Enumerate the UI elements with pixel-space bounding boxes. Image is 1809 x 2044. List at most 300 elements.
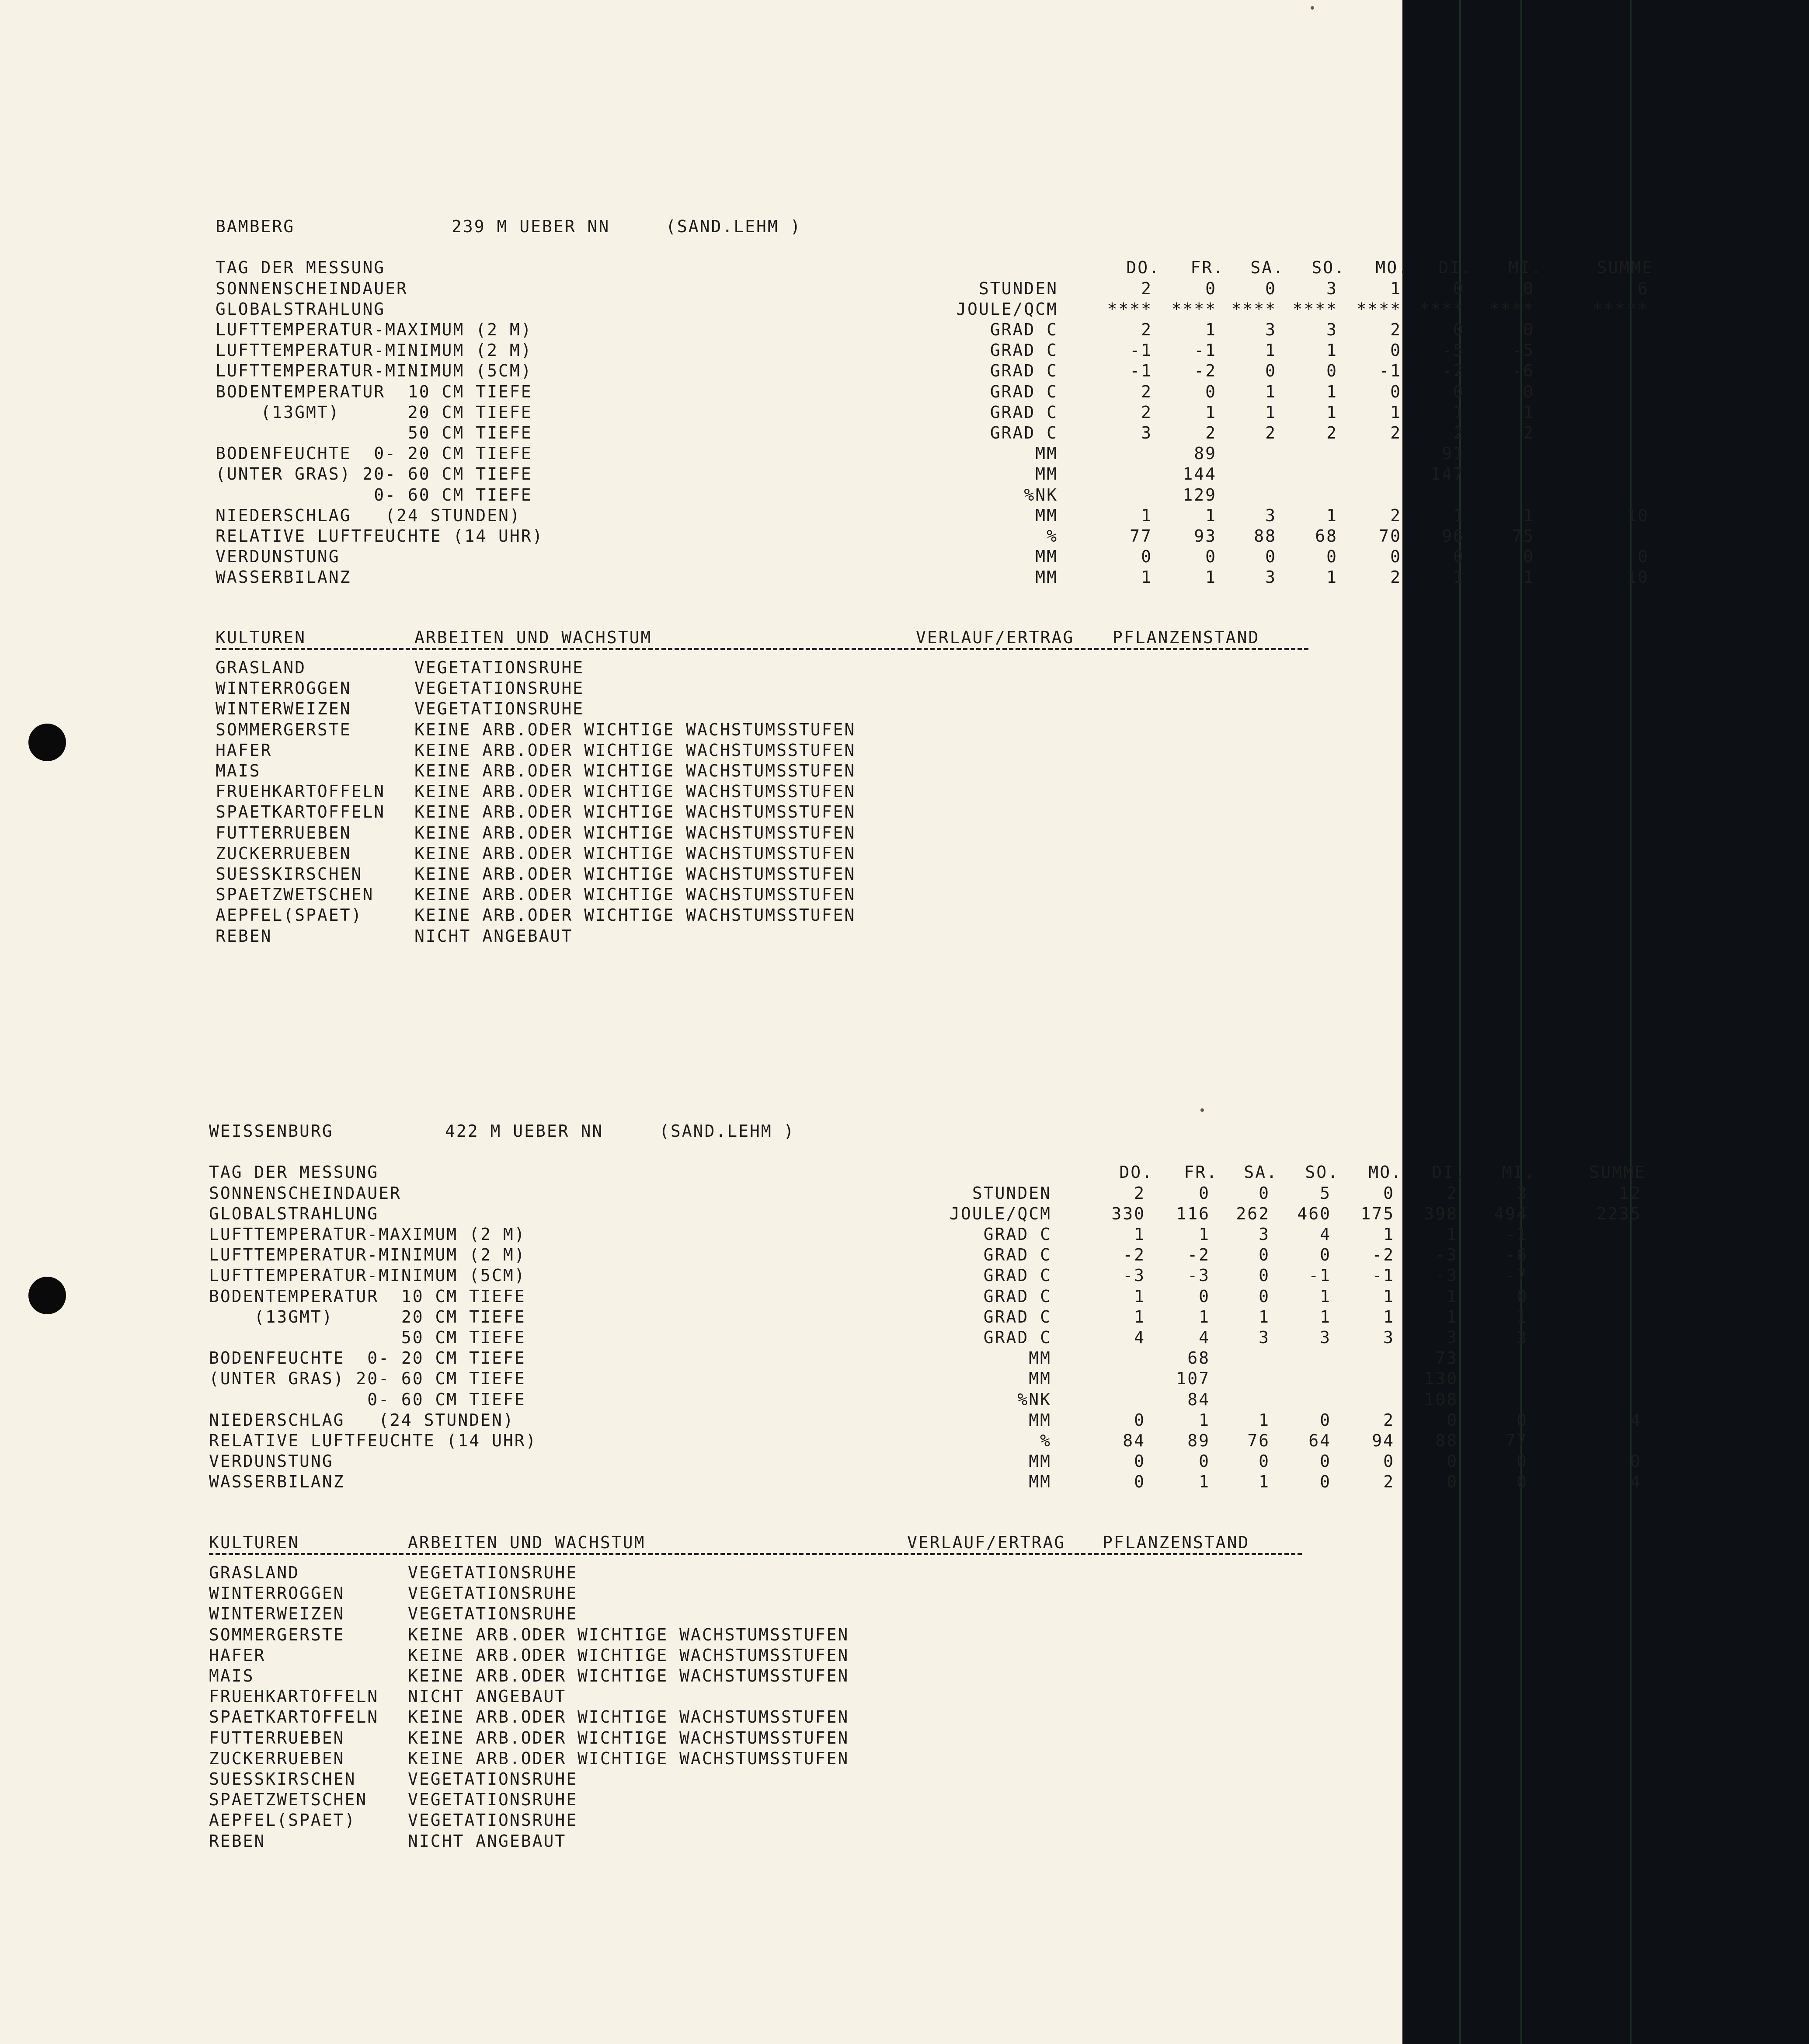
table-cell: 5: [1320, 1183, 1331, 1203]
table-cell: 68: [1187, 1348, 1210, 1368]
table-cell: 0: [1134, 1452, 1145, 1471]
table-cell: -5: [1512, 341, 1534, 360]
station-name: WEISSENBURG: [209, 1121, 334, 1141]
table-cell: 1: [1259, 1307, 1270, 1327]
row-unit: GRAD C: [990, 402, 1058, 422]
row-unit: MM: [1035, 547, 1058, 567]
crop-name: SUESSKIRSCHEN: [216, 864, 363, 884]
row-sum: 12: [1619, 1183, 1642, 1203]
table-cell: -1: [1130, 361, 1152, 381]
table-cell: -2: [1194, 361, 1217, 381]
column-header-label: TAG DER MESSUNG: [216, 258, 386, 278]
table-cell: 4: [1199, 1328, 1210, 1347]
row-label: 50 CM TIEFE: [216, 423, 532, 442]
row-label: 50 CM TIEFE: [209, 1328, 526, 1347]
row-unit: GRAD C: [983, 1286, 1051, 1306]
table-cell: -3: [1435, 1266, 1458, 1285]
crop-status: KEINE ARB.ODER WICHTIGE WACHSTUMSSTUFEN: [414, 782, 856, 801]
row-label: BODENFEUCHTE 0- 20 CM TIEFE: [209, 1348, 526, 1368]
table-cell: 0: [1517, 1472, 1528, 1492]
table-cell: 262: [1236, 1204, 1270, 1223]
table-cell: 1: [1199, 1472, 1210, 1492]
row-label: NIEDERSCHLAG (24 STUNDEN): [216, 505, 521, 525]
table-cell: 0: [1523, 382, 1534, 401]
crop-status: NICHT ANGEBAUT: [408, 1687, 567, 1706]
crop-status: VEGETATIONSRUHE: [408, 1811, 578, 1830]
table-cell: -3: [1123, 1266, 1145, 1285]
row-sum: 4: [1630, 1472, 1642, 1492]
table-cell: 93: [1194, 526, 1217, 546]
row-sum: 6: [1638, 279, 1649, 298]
row-unit: GRAD C: [983, 1328, 1051, 1347]
row-unit: %: [1047, 526, 1058, 546]
crop-status: KEINE ARB.ODER WICHTIGE WACHSTUMSSTUFEN: [414, 843, 856, 863]
table-cell: 1: [1453, 505, 1465, 525]
crop-status: VEGETATIONSRUHE: [414, 679, 584, 698]
crop-status: VEGETATIONSRUHE: [408, 1769, 578, 1789]
row-unit: MM: [1035, 464, 1058, 484]
table-cell: 3: [1320, 1328, 1331, 1347]
table-cell: 3: [1517, 1183, 1528, 1203]
crop-status: KEINE ARB.ODER WICHTIGE WACHSTUMSSTUFEN: [414, 720, 856, 739]
crop-status: KEINE ARB.ODER WICHTIGE WACHSTUMSSTUFEN: [414, 905, 856, 925]
table-cell: 88: [1254, 526, 1277, 546]
table-cell: 1: [1265, 382, 1277, 401]
row-label: BODENFEUCHTE 0- 20 CM TIEFE: [216, 444, 532, 463]
crops-header-stand: PFLANZENSTAND: [1103, 1533, 1250, 1552]
crops-header-crops: KULTUREN: [209, 1533, 300, 1552]
row-label: RELATIVE LUFTFEUCHTE (14 UHR): [216, 526, 544, 546]
crop-name: FUTTERRUEBEN: [209, 1728, 345, 1748]
row-unit: MM: [1029, 1369, 1051, 1389]
row-sum: 2235: [1596, 1204, 1642, 1223]
crop-status: VEGETATIONSRUHE: [408, 1604, 578, 1624]
table-cell: ****: [1489, 299, 1534, 319]
table-cell: 96: [1442, 526, 1465, 546]
crop-status: KEINE ARB.ODER WICHTIGE WACHSTUMSSTUFEN: [414, 864, 856, 884]
table-cell: 2: [1390, 423, 1402, 442]
crop-name: SUESSKIRSCHEN: [209, 1769, 356, 1789]
crops-header-work: ARBEITEN UND WACHSTUM: [408, 1533, 646, 1552]
row-unit: MM: [1035, 568, 1058, 587]
table-cell: 0: [1259, 1183, 1270, 1203]
table-cell: 64: [1308, 1431, 1331, 1450]
crop-status: KEINE ARB.ODER WICHTIGE WACHSTUMSSTUFEN: [408, 1625, 849, 1644]
table-cell: ****: [1356, 299, 1402, 319]
table-cell: 1: [1205, 320, 1217, 339]
punch-hole: [28, 724, 66, 761]
table-cell: 76: [1247, 1431, 1270, 1450]
table-cell: 0: [1265, 361, 1277, 381]
table-cell: 0: [1523, 320, 1534, 339]
table-cell: 0: [1320, 1245, 1331, 1265]
row-label: GLOBALSTRAHLUNG: [216, 299, 386, 319]
row-label: LUFTTEMPERATUR-MINIMUM (5CM): [216, 361, 532, 381]
column-header-day: FR.: [1184, 1163, 1218, 1182]
table-cell: 0: [1517, 1452, 1528, 1471]
table-cell: 0: [1259, 1266, 1270, 1285]
crop-status: KEINE ARB.ODER WICHTIGE WACHSTUMSSTUFEN: [414, 823, 856, 843]
table-cell: 0: [1390, 341, 1402, 360]
table-cell: 0: [1320, 1472, 1331, 1492]
table-cell: 1: [1383, 1307, 1395, 1327]
table-cell: 0: [1265, 547, 1277, 567]
row-unit: MM: [1029, 1452, 1051, 1471]
column-header-day: MI.: [1508, 258, 1542, 278]
table-cell: 2: [1390, 568, 1402, 587]
table-cell: 460: [1297, 1204, 1331, 1223]
row-label: LUFTTEMPERATUR-MINIMUM (2 M): [216, 341, 532, 360]
table-cell: 3: [1265, 320, 1277, 339]
table-cell: 1: [1134, 1286, 1145, 1306]
row-label: 0- 60 CM TIEFE: [209, 1389, 526, 1409]
table-cell: 68: [1315, 526, 1338, 546]
table-cell: 0: [1205, 547, 1217, 567]
table-cell: 1: [1383, 1286, 1395, 1306]
table-cell: 0: [1517, 1286, 1528, 1306]
crops-header-crops: KULTUREN: [216, 628, 306, 647]
table-cell: 0: [1447, 1452, 1458, 1471]
table-cell: 108: [1424, 1389, 1458, 1409]
table-cell: 2: [1383, 1472, 1395, 1492]
table-cell: 3: [1265, 568, 1277, 587]
row-unit: GRAD C: [990, 382, 1058, 401]
table-cell: -6: [1505, 1245, 1528, 1265]
column-header-day: SO.: [1312, 258, 1346, 278]
table-cell: 3: [1517, 1328, 1528, 1347]
crop-name: ZUCKERRUEBEN: [209, 1748, 345, 1768]
table-cell: 0: [1383, 1452, 1395, 1471]
row-label: LUFTTEMPERATUR-MINIMUM (2 M): [209, 1245, 526, 1265]
crop-name: FRUEHKARTOFFELN: [209, 1687, 379, 1706]
crop-name: SPAETKARTOFFELN: [209, 1707, 379, 1727]
table-cell: 88: [1435, 1431, 1458, 1450]
table-cell: -6: [1512, 361, 1534, 381]
separator-rule: [209, 1553, 1302, 1555]
table-cell: 1: [1390, 402, 1402, 422]
column-header-day: SA.: [1244, 1163, 1278, 1182]
table-cell: -1: [1372, 1266, 1395, 1285]
row-unit: JOULE/QCM: [956, 299, 1058, 319]
table-cell: 2: [1265, 423, 1277, 442]
crop-name: WINTERWEIZEN: [216, 699, 351, 719]
row-label: RELATIVE LUFTFEUCHTE (14 UHR): [209, 1431, 537, 1450]
table-cell: 2: [1326, 423, 1338, 442]
table-cell: 0: [1259, 1286, 1270, 1306]
table-cell: -1: [1308, 1266, 1331, 1285]
crop-status: KEINE ARB.ODER WICHTIGE WACHSTUMSSTUFEN: [408, 1707, 849, 1727]
table-cell: 3: [1383, 1328, 1395, 1347]
column-header-day: SA.: [1250, 258, 1284, 278]
table-cell: 3: [1447, 1328, 1458, 1347]
column-header-day: DO.: [1126, 258, 1160, 278]
table-cell: 0: [1199, 1183, 1210, 1203]
crop-status: KEINE ARB.ODER WICHTIGE WACHSTUMSSTUFEN: [414, 802, 856, 822]
crop-name: MAIS: [216, 761, 261, 780]
table-cell: 0: [1205, 382, 1217, 401]
table-cell: 91: [1442, 444, 1465, 463]
row-unit: %NK: [1024, 485, 1058, 505]
table-cell: 0: [1134, 1410, 1145, 1430]
crop-name: WINTERROGGEN: [209, 1584, 345, 1603]
table-cell: 3: [1259, 1225, 1270, 1244]
row-unit: MM: [1029, 1472, 1051, 1492]
table-cell: 1: [1205, 568, 1217, 587]
crop-status: VEGETATIONSRUHE: [408, 1563, 578, 1582]
table-cell: 0: [1199, 1286, 1210, 1306]
station-soil: (SAND.LEHM ): [659, 1121, 795, 1141]
crop-name: WINTERROGGEN: [216, 679, 351, 698]
table-cell: 0: [1326, 547, 1338, 567]
table-cell: 1: [1326, 402, 1338, 422]
crop-name: MAIS: [209, 1666, 254, 1685]
table-cell: 0: [1141, 547, 1152, 567]
table-cell: 0: [1447, 1472, 1458, 1492]
station-elevation: 239 M UEBER NN: [452, 217, 610, 236]
table-cell: -1: [1505, 1225, 1528, 1244]
row-unit: GRAD C: [983, 1307, 1051, 1327]
table-cell: ****: [1107, 299, 1152, 319]
table-cell: 494: [1494, 1204, 1528, 1223]
table-cell: 1: [1447, 1225, 1458, 1244]
table-cell: 70: [1379, 526, 1402, 546]
row-label: NIEDERSCHLAG (24 STUNDEN): [209, 1410, 515, 1430]
crops-header-course: VERLAUF/ERTRAG: [916, 628, 1075, 647]
column-header-label: TAG DER MESSUNG: [209, 1163, 379, 1182]
table-cell: 84: [1123, 1431, 1145, 1450]
table-cell: 0: [1383, 1183, 1395, 1203]
table-cell: 129: [1183, 485, 1217, 505]
column-header-day: DI.: [1438, 258, 1472, 278]
table-cell: 2: [1141, 320, 1152, 339]
table-cell: -3: [1187, 1266, 1210, 1285]
row-sum: *****: [1592, 299, 1649, 319]
table-cell: 2: [1141, 279, 1152, 298]
table-cell: 2: [1134, 1183, 1145, 1203]
table-cell: 0: [1265, 279, 1277, 298]
paper-speck: [1311, 6, 1314, 10]
station-soil: (SAND.LEHM ): [666, 217, 802, 236]
table-cell: 0: [1447, 1410, 1458, 1430]
table-cell: 1: [1320, 1286, 1331, 1306]
row-label: WASSERBILANZ: [216, 568, 351, 587]
crop-name: ZUCKERRUEBEN: [216, 843, 351, 863]
crop-status: KEINE ARB.ODER WICHTIGE WACHSTUMSSTUFEN: [408, 1645, 849, 1665]
table-cell: 4: [1320, 1225, 1331, 1244]
table-cell: ****: [1292, 299, 1338, 319]
row-unit: STUNDEN: [972, 1183, 1051, 1203]
crop-status: VEGETATIONSRUHE: [414, 699, 584, 719]
table-cell: 0: [1453, 382, 1465, 401]
row-label: LUFTTEMPERATUR-MAXIMUM (2 M): [216, 320, 532, 339]
table-cell: 0: [1453, 320, 1465, 339]
crop-name: SOMMERGERSTE: [216, 720, 351, 739]
crops-header-course: VERLAUF/ERTRAG: [907, 1533, 1066, 1552]
crop-status: VEGETATIONSRUHE: [408, 1584, 578, 1603]
table-cell: 73: [1435, 1348, 1458, 1368]
table-cell: 1: [1205, 505, 1217, 525]
crop-status: KEINE ARB.ODER WICHTIGE WACHSTUMSSTUFEN: [408, 1728, 849, 1748]
row-label: GLOBALSTRAHLUNG: [209, 1204, 379, 1223]
table-cell: -3: [1435, 1245, 1458, 1265]
table-cell: -2: [1442, 361, 1465, 381]
table-cell: -1: [1194, 341, 1217, 360]
table-cell: 144: [1183, 464, 1217, 484]
crop-status: VEGETATIONSRUHE: [414, 658, 584, 677]
crop-status: NICHT ANGEBAUT: [408, 1831, 567, 1851]
row-label: 0- 60 CM TIEFE: [216, 485, 532, 505]
crop-name: WINTERWEIZEN: [209, 1604, 345, 1624]
table-cell: -7: [1505, 1266, 1528, 1285]
row-label: VERDUNSTUNG: [216, 547, 340, 567]
table-cell: 0: [1259, 1245, 1270, 1265]
crop-name: SPAETZWETSCHEN: [216, 885, 374, 905]
table-cell: 0: [1517, 1410, 1528, 1430]
table-cell: 4: [1134, 1328, 1145, 1347]
table-cell: 1: [1265, 402, 1277, 422]
table-cell: 1: [1326, 568, 1338, 587]
table-cell: 89: [1187, 1431, 1210, 1450]
table-cell: 1: [1447, 1307, 1458, 1327]
row-unit: GRAD C: [990, 361, 1058, 381]
row-label: LUFTTEMPERATUR-MINIMUM (5CM): [209, 1266, 526, 1285]
punch-hole: [28, 1277, 66, 1314]
row-unit: JOULE/QCM: [950, 1204, 1051, 1223]
column-header-sum: SUMME: [1589, 1163, 1646, 1182]
table-cell: 1: [1390, 279, 1402, 298]
station-elevation: 422 M UEBER NN: [445, 1121, 604, 1141]
row-sum: 10: [1626, 505, 1649, 525]
crop-status: KEINE ARB.ODER WICHTIGE WACHSTUMSSTUFEN: [414, 761, 856, 780]
table-cell: 330: [1111, 1204, 1145, 1223]
table-cell: 3: [1141, 423, 1152, 442]
table-cell: 1: [1205, 402, 1217, 422]
table-cell: 1: [1453, 568, 1465, 587]
separator-rule: [216, 648, 1308, 650]
row-label: BODENTEMPERATUR 10 CM TIEFE: [209, 1286, 526, 1306]
table-cell: 3: [1326, 320, 1338, 339]
table-cell: ****: [1171, 299, 1217, 319]
table-cell: 0: [1134, 1472, 1145, 1492]
table-cell: 2: [1447, 1183, 1458, 1203]
table-cell: 84: [1187, 1389, 1210, 1409]
crop-status: KEINE ARB.ODER WICHTIGE WACHSTUMSSTUFEN: [408, 1666, 849, 1685]
column-header-day: DI.: [1432, 1163, 1466, 1182]
table-cell: 1: [1523, 402, 1534, 422]
table-cell: 0: [1523, 279, 1534, 298]
table-cell: 1: [1259, 1472, 1270, 1492]
row-unit: GRAD C: [990, 320, 1058, 339]
table-cell: 0: [1205, 279, 1217, 298]
table-cell: 1: [1447, 1286, 1458, 1306]
table-cell: 2: [1141, 382, 1152, 401]
table-cell: 1: [1517, 1307, 1528, 1327]
row-label: (UNTER GRAS) 20- 60 CM TIEFE: [216, 464, 532, 484]
table-cell: 89: [1194, 444, 1217, 463]
table-cell: 175: [1360, 1204, 1395, 1223]
table-cell: 147: [1430, 464, 1465, 484]
row-unit: GRAD C: [983, 1245, 1051, 1265]
crop-name: REBEN: [209, 1831, 266, 1851]
table-cell: 116: [1176, 1204, 1210, 1223]
crop-status: VEGETATIONSRUHE: [408, 1790, 578, 1810]
table-cell: 1: [1265, 341, 1277, 360]
station-name: BAMBERG: [216, 217, 295, 236]
table-cell: 1: [1523, 505, 1534, 525]
row-unit: MM: [1029, 1348, 1051, 1368]
table-cell: 1: [1199, 1307, 1210, 1327]
table-cell: -1: [1379, 361, 1402, 381]
table-cell: 0: [1326, 361, 1338, 381]
row-unit: GRAD C: [990, 341, 1058, 360]
table-cell: -2: [1123, 1245, 1145, 1265]
table-cell: 0: [1390, 382, 1402, 401]
row-label: VERDUNSTUNG: [209, 1452, 334, 1471]
table-cell: 94: [1372, 1431, 1395, 1450]
crops-header-stand: PFLANZENSTAND: [1113, 628, 1260, 647]
table-cell: 1: [1141, 568, 1152, 587]
table-cell: 3: [1265, 505, 1277, 525]
crop-name: GRASLAND: [209, 1563, 300, 1582]
crop-name: SPAETZWETSCHEN: [209, 1790, 368, 1810]
row-unit: %: [1040, 1431, 1051, 1450]
table-cell: ****: [1419, 299, 1465, 319]
crop-name: AEPFEL(SPAET): [209, 1811, 356, 1830]
table-cell: 1: [1259, 1410, 1270, 1430]
row-sum: 0: [1638, 547, 1649, 567]
table-cell: 1: [1199, 1225, 1210, 1244]
crop-status: KEINE ARB.ODER WICHTIGE WACHSTUMSSTUFEN: [408, 1748, 849, 1768]
table-cell: 0: [1320, 1410, 1331, 1430]
row-unit: MM: [1029, 1410, 1051, 1430]
paper-speck: [1200, 1108, 1204, 1112]
row-label: BODENTEMPERATUR 10 CM TIEFE: [216, 382, 532, 401]
crop-name: HAFER: [216, 740, 272, 760]
row-sum: 10: [1626, 568, 1649, 587]
crop-name: AEPFEL(SPAET): [216, 905, 363, 925]
table-cell: 1: [1523, 568, 1534, 587]
row-unit: STUNDEN: [978, 279, 1058, 298]
column-header-day: MO.: [1375, 258, 1409, 278]
row-unit: GRAD C: [983, 1225, 1051, 1244]
table-cell: 3: [1259, 1328, 1270, 1347]
crop-name: SOMMERGERSTE: [209, 1625, 345, 1644]
crop-name: REBEN: [216, 926, 272, 946]
crop-status: KEINE ARB.ODER WICHTIGE WACHSTUMSSTUFEN: [414, 740, 856, 760]
crop-name: GRASLAND: [216, 658, 306, 677]
table-cell: 1: [1383, 1225, 1395, 1244]
table-cell: 1: [1453, 402, 1465, 422]
crops-header-work: ARBEITEN UND WACHSTUM: [414, 628, 652, 647]
table-cell: 1: [1326, 382, 1338, 401]
table-cell: 1: [1326, 505, 1338, 525]
crop-name: FRUEHKARTOFFELN: [216, 782, 386, 801]
table-cell: 1: [1141, 505, 1152, 525]
table-cell: 398: [1424, 1204, 1458, 1223]
table-cell: -5: [1442, 341, 1465, 360]
table-cell: 2: [1205, 423, 1217, 442]
table-cell: 0: [1523, 547, 1534, 567]
table-cell: -2: [1187, 1245, 1210, 1265]
row-sum: 4: [1630, 1410, 1642, 1430]
table-cell: 2: [1390, 320, 1402, 339]
row-label: SONNENSCHEINDAUER: [209, 1183, 401, 1203]
table-cell: 0: [1320, 1452, 1331, 1471]
table-cell: 2: [1523, 423, 1534, 442]
row-unit: MM: [1035, 505, 1058, 525]
column-header-sum: SUMME: [1597, 258, 1653, 278]
table-cell: 1: [1320, 1307, 1331, 1327]
